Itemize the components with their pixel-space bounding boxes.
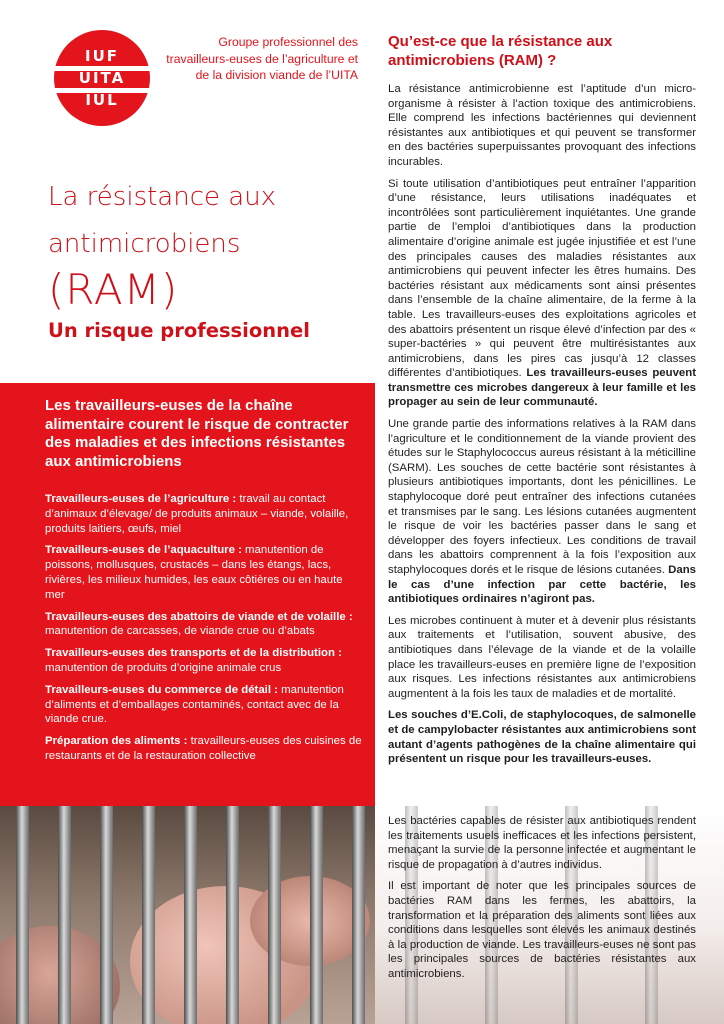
box-heading: Les travailleurs-euses de la chaîne alimentaire courent le risque de contracter des maladies et des infections résistantes aux antimicrobiens (45, 397, 349, 470)
worker-category (45, 610, 363, 640)
iuf-uita-iul-logo (54, 30, 150, 126)
cage-bar (16, 806, 29, 1024)
worker-category (45, 543, 363, 602)
paragraph-text: Si toute utilisation d’antibiotiques peut entraîner l’apparition d’une résistance, leurs utilisations inadéquates et incontrôlées sont particulièrement inquiétantes. Une grande partie de l’emploi d’antibiotiques dans la production alimentaire d’origine animale est jugée injustifiée et est l’une des principales causes des maladies résistantes aux antimicrobiens qui peuvent infecter les êtres humains. Des bactéries résistant aux médicaments sont ainsi présentes dans l’ensemble de la chaîne alimentaire, de la ferme à la table. Les travailleurs-euses des exploitations agricoles et des abattoirs présentent un risque élevé d’infection par des « super-bactéries » qui peuvent être multirésistantes aux antimicrobiens, dans les pires cas jusqu’à 12 classes différentes d’antibiotiques. (388, 177, 696, 380)
group-description: Groupe professionnel des travailleurs-euses de l’agriculture et de la division viande de l’UITA (166, 35, 358, 82)
logo-text-iuf: IUF (84, 47, 119, 65)
ram-definition-title: Qu’est-ce que la résistance aux antimicrobiens (RAM) ? (388, 33, 613, 69)
paragraph (388, 708, 696, 766)
cage-bar (268, 806, 281, 1024)
lower-article-body (388, 814, 696, 989)
title-line-1: La résistance aux (48, 182, 277, 212)
lower-right-panel (375, 806, 724, 1024)
category-text: manutention de poissons, mollusques, crustacés – dans les étangs, lacs, rivières, les milieux humides, les eaux côtières ou en haute mer (45, 544, 343, 601)
category-text: travailleurs-euses des cuisines de restaurants et de la restauration collective (45, 735, 362, 762)
category-label: Travailleurs-euses des transports et de la distribution : (45, 647, 342, 660)
category-text: manutention de carcasses, de viande crue ou d’abats (45, 625, 315, 638)
category-label: Travailleurs-euses de l’aquaculture : (45, 544, 242, 557)
title-line-2: antimicrobiens (48, 229, 241, 259)
category-label: Travailleurs-euses du commerce de détail : (45, 683, 278, 696)
worker-category (45, 646, 363, 676)
category-text: travail au contact d’animaux d’élevage/ de produits animaux – viande, volaille, produits laitiers, œufs, miel (45, 493, 349, 535)
cage-bar (58, 806, 71, 1024)
cage-bar (100, 806, 113, 1024)
cage-bar (352, 806, 365, 1024)
cage-bar (184, 806, 197, 1024)
cage-bar (310, 806, 323, 1024)
category-text: manutention d’aliments et d’emballages contaminés, contact avec de la viande crue. (45, 683, 344, 726)
paragraph-emphasis: Les travailleurs-euses peuvent transmettre ces microbes dangereux à leur famille et les propager au sein de leur communauté. (388, 367, 696, 409)
worker-category (45, 683, 363, 727)
worker-category-list (45, 492, 363, 771)
category-text: manutention de produits d’origine animale crus (45, 661, 282, 674)
paragraph-emphasis: Dans le cas d’une infection par cette bactérie, les antibiotiques ordinaires n’agiront pas. (388, 564, 696, 606)
paragraph (388, 417, 696, 607)
paragraph: Les microbes continuent à muter et à devenir plus résistants aux traitements et l’utilisation, souvent abusive, des antibiotiques dans l’élevage de la viande et de la volaille place les travailleurs-euses en première ligne de l’exposition aux risques. Les infections résistantes aux antimicrobiens augmentent à la fois les taux de maladies et de mortalité. (388, 614, 696, 700)
logo-text-iul: IUL (85, 91, 119, 109)
paragraph-text: Une grande partie des informations relatives à la RAM dans l’agriculture et le conditionnement de la viande provient des études sur le Staphylococcus aureus résistant à la méticilline (SARM). Les souches de cette bactérie sont résistantes à plusieurs antibiotiques importants, dont les pénicillines. Le staphylocoque doré peut entraîner des infections cutanées et transmises par le sang. Les lésions cutanées augmentent le risque de voir les bactéries passer dans le sang et développer des foyers infectieux. Les conditions de travail dans les abattoirs comprennent à la fois l’exposition aux staphylocoques dorés et le risque de lésions cutanées. (388, 418, 696, 576)
title-line-3: (RAM) (48, 265, 179, 314)
paragraph: Il est important de noter que les principales sources de bactéries RAM dans les fermes, les abattoirs, la transformation et la préparation des aliments sont liées aux conditions dans lesquelles sont élevés les animaux destinés à la production de viande. Les travailleurs-euses ne sont pas les principales sources de bactéries résistantes aux antimicrobiens. (388, 880, 696, 980)
document-title (48, 180, 368, 315)
paragraph (388, 177, 696, 411)
category-label: Travailleurs-euses des abattoirs de viande et de volaille : (45, 610, 353, 623)
cage-bar (142, 806, 155, 1024)
category-label: Préparation des aliments : (45, 735, 188, 748)
paragraph: Les bactéries capables de résister aux antibiotiques rendent les traitements usuels inefficaces et les infections persistent, menaçant la survie de la personne infectée et augmentant le risque de propagation à d’autres individus. (388, 815, 696, 871)
document-subtitle: Un risque professionnel (48, 319, 310, 342)
paragraph: La résistance antimicrobienne est l’aptitude d’un micro-organisme à résister à l’action toxique des antimicrobiens. Elle comprend les infections bactériennes qui deviennent résistantes aux antibiotiques et qui peuvent se transformer en des bactéries superpuissantes provoquant des infections incurables. (388, 83, 696, 168)
cage-bar (226, 806, 239, 1024)
worker-category (45, 492, 363, 536)
logo-text-uita: UITA (78, 69, 126, 87)
paragraph-emphasis: Les souches d’E.Coli, de staphylocoques, de salmonelle et de campylobacter résistantes aux antimicrobiens sont autant d’agents pathogènes de la chaîne alimentaire qui présentent un risque pour les travailleurs-euses. (388, 709, 696, 766)
ram-article-body (388, 82, 696, 774)
worker-category (45, 734, 363, 764)
workers-at-risk-box (0, 383, 375, 806)
pigs-behind-bars-photo (0, 806, 375, 1024)
category-label: Travailleurs-euses de l’agriculture : (45, 493, 237, 505)
